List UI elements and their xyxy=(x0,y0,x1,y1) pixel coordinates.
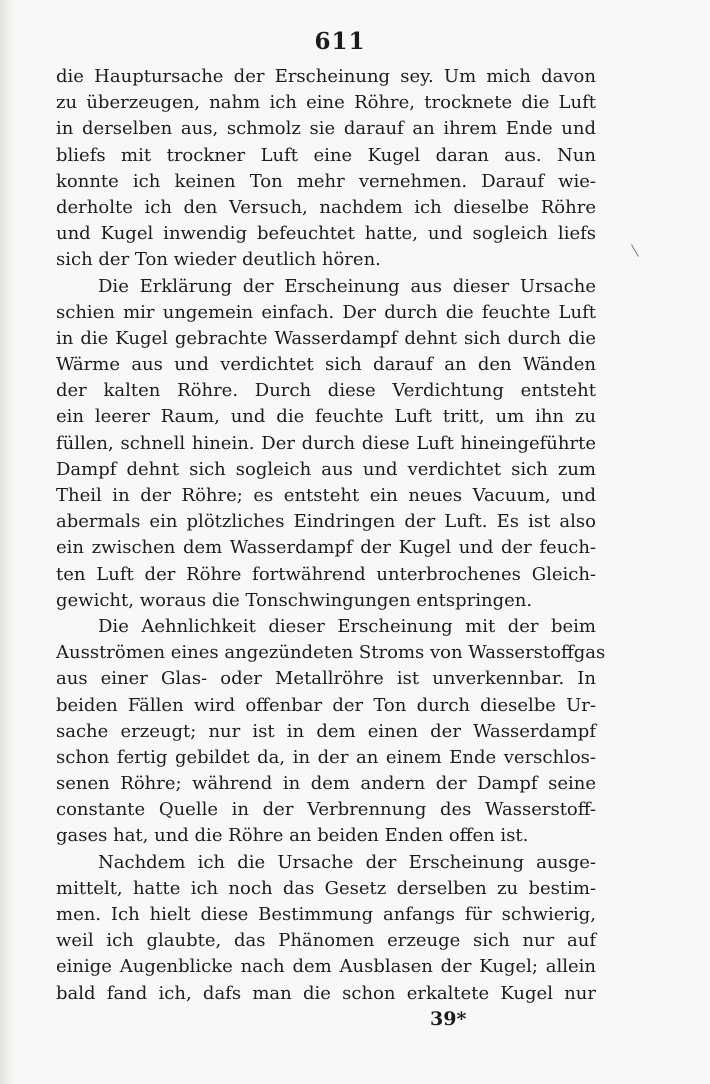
text-line: die Hauptursache der Erscheinung sey. Um mich davon xyxy=(56,66,596,87)
text-line: ein zwischen dem Wasserdampf der Kugel und der feuch- xyxy=(56,537,596,559)
text-line: Wärme aus und verdichtet sich darauf an den Wänden xyxy=(56,354,596,376)
text-line: füllen, schnell hinein. Der durch diese Luft hineingeführte xyxy=(56,432,596,454)
text-line: einige Augenblicke nach dem Ausblasen der Kugel; allein xyxy=(56,956,596,978)
body-text xyxy=(56,64,606,1007)
text-line: constante Quelle in der Verbrennung des Wasserstoff- xyxy=(56,799,596,821)
text-line: gewicht, woraus die Tonschwingungen entspringen. xyxy=(56,589,533,611)
text-line: gases hat, und die Röhre an beiden Enden offen ist. xyxy=(56,825,529,847)
text-line: in die Kugel gebrachte Wasserdampf dehnt sich durch die xyxy=(56,327,596,349)
text-line: ten Luft der Röhre fortwährend unterbrochenes Gleich- xyxy=(56,563,596,585)
text-line: der kalten Röhre. Durch diese Verdichtung entsteht xyxy=(56,380,596,402)
text-line: weil ich glaubte, das Phänomen erzeuge sich nur auf xyxy=(56,930,596,952)
text-line: derholte ich den Versuch, nachdem ich dieselbe Röhre xyxy=(56,196,596,218)
text-line: Theil in der Röhre; es entsteht ein neues Vacuum, und xyxy=(56,485,596,506)
text-line: abermals ein plötzliches Eindringen der Luft. Es ist also xyxy=(56,511,596,533)
text-line: beiden Fällen wird offenbar der Ton durch dieselbe Ur- xyxy=(56,694,596,716)
signature-mark: 39* xyxy=(430,1008,467,1030)
text-line: senen Röhre; während in dem andern der Dampf seine xyxy=(56,773,596,795)
paragraph-start-line: Die Erklärung der Erscheinung aus dieser Ursache xyxy=(98,275,596,297)
text-line: zu überzeugen, nahm ich eine Röhre, trocknete die Luft xyxy=(56,92,596,114)
text-line: Ausströmen eines angezündeten Stroms von Wasserstoffgas xyxy=(56,642,606,664)
text-line: schien mir ungemein einfach. Der durch die feuchte Luft xyxy=(56,301,596,323)
text-line: bald fand ich, dafs man die schon erkaltete Kugel nur xyxy=(56,982,596,1004)
text-line: ein leerer Raum, und die feuchte Luft tritt, um ihn zu xyxy=(56,406,596,428)
margin-mark xyxy=(631,241,644,257)
text-line: bliefs mit trockner Luft eine Kugel daran aus. Nun xyxy=(56,144,596,166)
page-gutter-shadow xyxy=(0,0,14,1084)
paragraph-start-line: Nachdem ich die Ursache der Erscheinung ausge- xyxy=(98,851,596,873)
text-line: Dampf dehnt sich sogleich aus und verdichtet sich zum xyxy=(56,458,596,480)
text-line: sache erzeugt; nur ist in dem einen der Wasserdampf xyxy=(56,720,596,742)
text-line: sich der Ton wieder deutlich hören. xyxy=(56,249,381,271)
text-line: schon fertig gebildet da, in der an einem Ende verschlos- xyxy=(56,746,596,768)
text-line: und Kugel inwendig befeuchtet hatte, und sogleich liefs xyxy=(56,223,596,245)
text-line: aus einer Glas- oder Metallröhre ist unverkennbar. In xyxy=(56,668,596,690)
text-line: mittelt, hatte ich noch das Gesetz derselben zu bestim- xyxy=(56,877,596,899)
text-line: konnte ich keinen Ton mehr vernehmen. Darauf wie- xyxy=(56,170,596,192)
text-line: in derselben aus, schmolz sie darauf an ihrem Ende und xyxy=(56,118,596,140)
text-line: men. Ich hielt diese Bestimmung anfangs für schwierig, xyxy=(56,904,596,925)
page-number: 611 xyxy=(314,28,366,55)
paragraph-start-line: Die Aehnlichkeit dieser Erscheinung mit der beim xyxy=(98,615,596,637)
